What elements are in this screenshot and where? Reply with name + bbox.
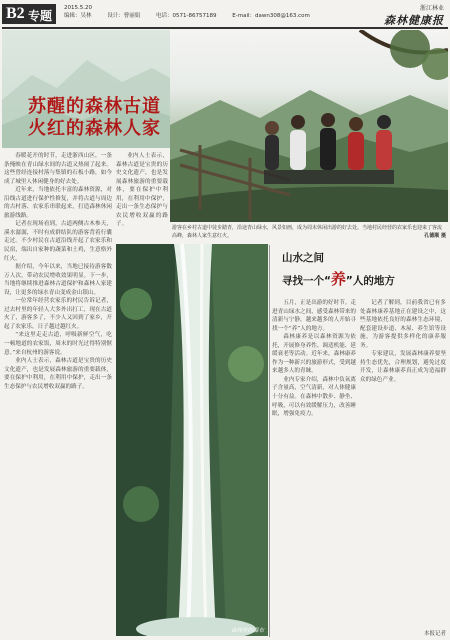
- page-number: B2: [6, 5, 25, 22]
- phone-number: 电话：0571-86757189: [156, 13, 217, 19]
- title-text: ”人的地方: [345, 275, 395, 287]
- header-rule: [2, 27, 448, 29]
- title-emphasis: 养: [330, 270, 346, 288]
- second-paragraph: 五月，正是出游的好时节。走进青山绿水之间，感受森林带来的清新与宁静，越来越多的人开始寻找一个“养”人的地方。: [272, 300, 356, 332]
- column-divider: [269, 245, 270, 637]
- lead-paragraph: 春暖花开的时节，走进浙西山区，一条条掩映在青山绿水间的古道又热闹了起来。这些曾经连接村落与集镇的石板小路，如今成了城里人休闲健身的好去处。: [4, 153, 112, 185]
- waterfall-icon: [116, 244, 268, 636]
- lead-paragraph: 近年来，当地依托丰富的森林资源，对沿线古道进行保护性修复，并将古道与周边的古村落、农家乐串联起来，打造森林休闲旅游线路。: [4, 187, 112, 219]
- email-address: E-mail：dawn308@163.com: [232, 13, 310, 19]
- second-paragraph: 专家建议，发展森林康养要坚持生态优先，合理规划，避免过度开发，让森林康养真正成为造福群众的绿色产业。: [360, 351, 446, 383]
- second-title-line2: [282, 268, 395, 289]
- header-info: [64, 4, 324, 20]
- section-tab: [2, 4, 56, 24]
- lead-paragraph: 记者在现场看到，古道两侧古木参天，溪水潺潺，不时有成群结队的游客背着行囊走过。不少村民在古道沿线开起了农家乐和民宿，端出自家种的蔬菜和土鸡，生意格外红火。: [4, 221, 112, 262]
- caption-text: 游客在乡村古道中徒步踏青，沿途青山绿水，风景如画，成为周末休闲出游的好去处。当地村民经营的农家乐也迎来了客流高峰，森林人家生意红火。: [172, 225, 443, 239]
- lead-article-column-2: [116, 152, 168, 244]
- photo-credit: 孔德顺 摄: [424, 232, 446, 239]
- section-name: 专题: [28, 9, 53, 23]
- page-header: [0, 0, 450, 28]
- lead-photo: [170, 30, 448, 222]
- second-title-line1: 山水之间: [282, 252, 324, 264]
- masthead-block: [384, 3, 444, 28]
- second-paragraph: 记者了解到，目前我省已有多处森林康养基地正在建设之中，这些基地依托良好的森林生态环境，配套建设步道、木屋、养生馆等设施，为游客提供多样化的康养服务。: [360, 300, 446, 349]
- lead-paragraph: “来这里走走古道，呼吸新鲜空气，吃一顿地道的农家饭，周末的时光过得特别惬意。”来自杭州的游客说。: [4, 332, 112, 356]
- lead-paragraph: 据介绍，今年以来，当地已接待游客数万人次，带动农民增收效果明显。下一步，当地将继续推进森林古道保护和森林人家建设，让更多的绿水青山变成金山银山。: [4, 264, 112, 296]
- tree-branch-icon: [360, 30, 448, 80]
- lead-headline-panel: [2, 30, 170, 148]
- article-author: 本报记者: [423, 631, 446, 637]
- designer-credit: 设计：曹丽娟: [107, 13, 141, 19]
- issue-date: 2015.5.20: [64, 5, 92, 11]
- lead-article-column: [4, 152, 112, 636]
- lead-title-line2: 火红的森林人家: [28, 118, 161, 139]
- hikers-photo-icon: [170, 30, 448, 222]
- lead-paragraph: 一位常年经营农家乐的村民告诉记者，过去村里的年轻人大多外出打工，现在古道火了，游客多了，不少人又回到了家乡，开起了农家乐，日子越过越红火。: [4, 298, 112, 330]
- lead-paragraph: 业内人士表示，森林古道是宝贵的历史文化遗产，也是发展森林旅游的重要载体，要在保护中利用，在利用中保护，走出一条生态保护与农民增收双赢的路子。: [116, 153, 168, 228]
- title-text: 寻找一个“: [282, 275, 331, 287]
- lead-paragraph: 业内人士表示，森林古道是宝贵的历史文化遗产，也是发展森林旅游的重要载体，要在保护中利用，在利用中保护，走出一条生态保护与农民增收双赢的路子。: [4, 358, 112, 390]
- second-article-column-2: [360, 299, 446, 633]
- second-article-column: [272, 299, 356, 633]
- lead-title-line1: 苏醒的森林古道: [28, 96, 161, 117]
- lead-photo-caption: [172, 225, 446, 240]
- waterfall-photo: [116, 244, 268, 636]
- region-label: 浙江林业: [419, 5, 444, 12]
- second-paragraph: 森林康养是以森林资源为依托，开展修身养性、调适机能、延缓衰老等活动。近年来，森林康养作为一种新兴的旅游形式，受到越来越多人的青睐。: [272, 334, 356, 375]
- second-paragraph: 业内专家介绍，森林中负氧离子含量高，空气清新，对人体健康十分有益。在森林中散步、静坐、呼吸，可以有效缓解压力，改善睡眠，增强免疫力。: [272, 376, 356, 418]
- waterfall-caption: 森林里的瀑布: [230, 628, 264, 634]
- editor-credit: 编辑：吴林: [64, 13, 92, 19]
- masthead-logo: 森林健康报: [384, 14, 444, 27]
